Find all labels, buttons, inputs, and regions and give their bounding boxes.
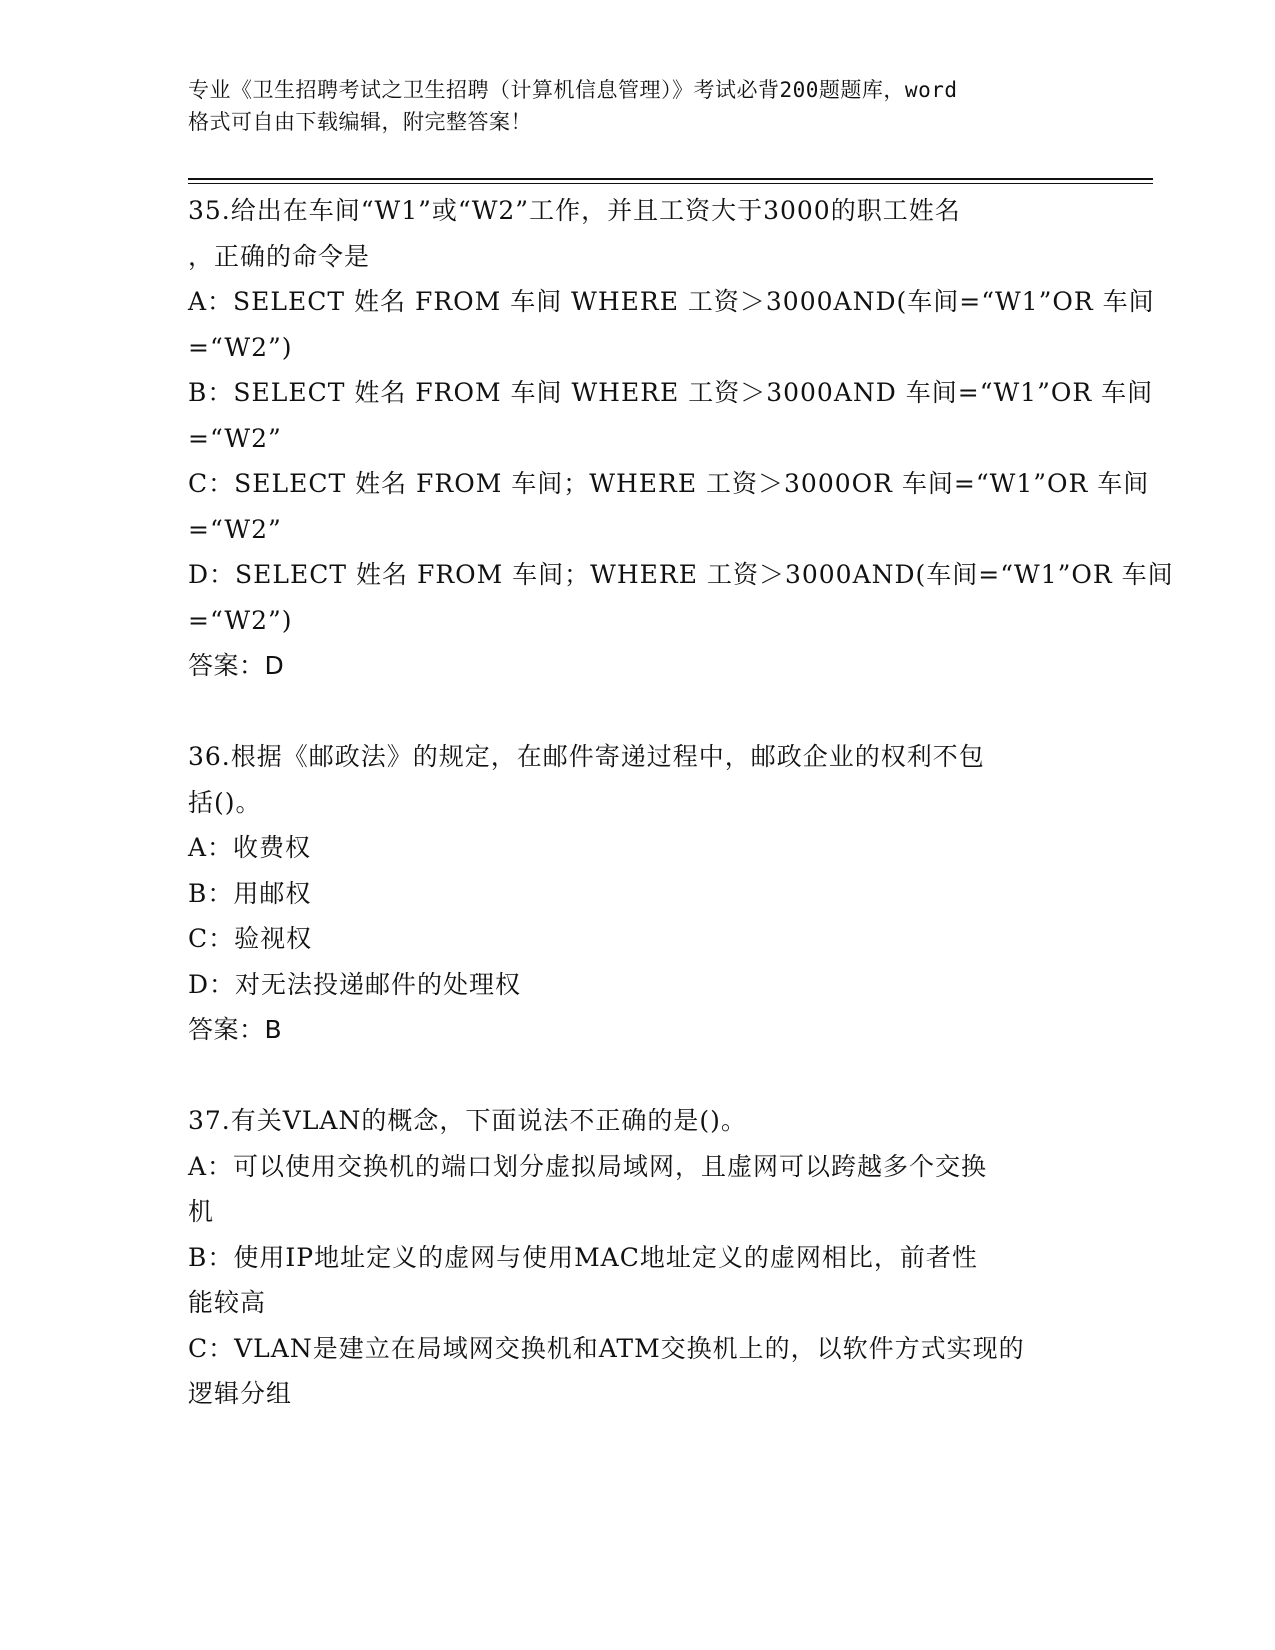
question-stem-line: 括()。 xyxy=(188,787,262,817)
option-c-line: 逻辑分组 xyxy=(188,1379,293,1408)
option-c-line: C：SELECT 姓名 FROM 车间；WHERE 工资＞3000OR 车间=“W1”OR 车间 xyxy=(188,469,1150,498)
question-list xyxy=(188,188,1174,1417)
header-line-2: 格式可自由下载编辑，附完整答案！ xyxy=(188,110,532,134)
option-d-line: D：对无法投递邮件的处理权 xyxy=(188,969,522,999)
question-stem-line: ，正确的命令是 xyxy=(188,241,371,271)
question-spacer xyxy=(188,689,1088,735)
option-d-line: D：SELECT 姓名 FROM 车间；WHERE 工资＞3000AND(车间=“W1”OR 车间 xyxy=(188,560,1174,589)
answer-label: 答案：B xyxy=(188,1015,283,1044)
option-d-line: =“W2”) xyxy=(188,605,293,635)
header-divider-thick xyxy=(188,178,1153,180)
question-spacer xyxy=(188,1053,1088,1099)
question-stem-line: 37.有关VLAN的概念，下面说法不正确的是()。 xyxy=(188,1106,747,1135)
header-line-1: 专业《卫生招聘考试之卫生招聘（计算机信息管理）》考试必背200题题库，word xyxy=(188,78,958,102)
document-header xyxy=(188,74,1108,138)
option-c-line: =“W2” xyxy=(188,514,282,544)
header-divider-thin xyxy=(188,183,1153,184)
question-stem-line: 36.根据《邮政法》的规定，在邮件寄递过程中，邮政企业的权利不包 xyxy=(188,742,985,771)
option-a-line: A：收费权 xyxy=(188,833,312,862)
option-a-line: A：可以使用交换机的端口划分虚拟局域网，且虚网可以跨越多个交换 xyxy=(188,1151,988,1181)
question-35 xyxy=(188,188,1174,689)
option-b-line: 能较高 xyxy=(188,1288,267,1317)
answer-label: 答案：D xyxy=(188,651,285,680)
option-a-line: A：SELECT 姓名 FROM 车间 WHERE 工资＞3000AND(车间=“W1”OR 车间 xyxy=(188,287,1155,316)
option-a-line: =“W2”) xyxy=(188,332,293,362)
option-c-line: C：验视权 xyxy=(188,924,313,953)
option-c-line: C：VLAN是建立在局域网交换机和ATM交换机上的，以软件方式实现的 xyxy=(188,1333,1025,1363)
option-b-line: =“W2” xyxy=(188,423,282,453)
question-36 xyxy=(188,734,1088,1053)
option-b-line: B：SELECT 姓名 FROM 车间 WHERE 工资＞3000AND 车间=“W1”OR 车间 xyxy=(188,378,1154,407)
option-b-line: B：使用IP地址定义的虚网与使用MAC地址定义的虚网相比，前者性 xyxy=(188,1242,978,1272)
question-37 xyxy=(188,1098,1088,1417)
option-a-line: 机 xyxy=(188,1197,215,1226)
option-b-line: B：用邮权 xyxy=(188,878,312,908)
question-stem-line: 35.给出在车间“W1”或“W2”工作，并且工资大于3000的职工姓名 xyxy=(188,196,961,225)
